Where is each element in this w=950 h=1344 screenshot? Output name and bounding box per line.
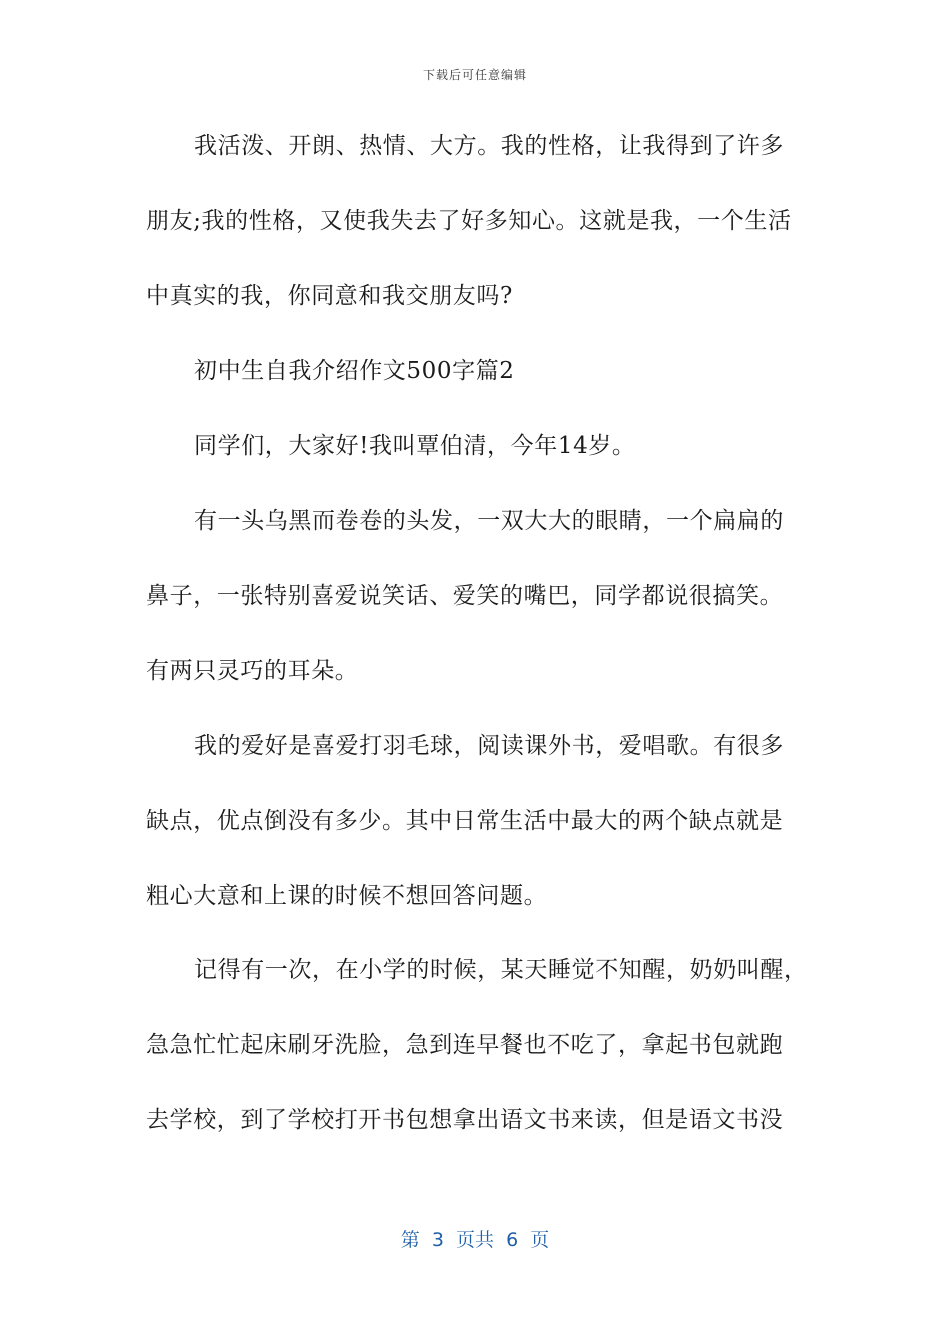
page-number-footer: 第 3 页共 6 页 <box>400 1229 550 1251</box>
text-line-10: 缺点，优点倒没有多少。其中日常生活中最大的两个缺点就是 <box>146 808 784 834</box>
text-line-9: 我的爱好是喜爱打羽毛球，阅读课外书，爱唱歌。有很多 <box>194 733 784 759</box>
text-line-5: 同学们，大家好!我叫覃伯清，今年14岁。 <box>194 433 636 459</box>
page-header: 下载后可任意编辑 <box>422 68 527 82</box>
text-line-13: 急急忙忙起床刷牙洗脸，急到连早餐也不吃了，拿起书包就跑 <box>146 1032 784 1058</box>
text-line-14: 去学校，到了学校打开书包想拿出语文书来读，但是语文书没 <box>146 1107 784 1133</box>
text-line-3: 中真实的我，你同意和我交朋友吗? <box>146 283 513 309</box>
text-line-11: 粗心大意和上课的时候不想回答问题。 <box>146 883 548 909</box>
text-line-8: 有两只灵巧的耳朵。 <box>146 658 359 684</box>
text-line-6: 有一头乌黑而卷卷的头发，一双大大的眼睛，一个扁扁的 <box>194 508 784 534</box>
text-line-1: 我活泼、开朗、热情、大方。我的性格，让我得到了许多 <box>194 133 784 159</box>
text-line-2: 朋友;我的性格，又使我失去了好多知心。这就是我，一个生活 <box>146 208 792 234</box>
section-heading: 初中生自我介绍作文500字篇2 <box>194 358 515 384</box>
text-line-7: 鼻子，一张特别喜爱说笑话、爱笑的嘴巴，同学都说很搞笑。 <box>146 583 784 609</box>
text-line-12: 记得有一次，在小学的时候，某天睡觉不知醒，奶奶叫醒， <box>194 957 808 983</box>
